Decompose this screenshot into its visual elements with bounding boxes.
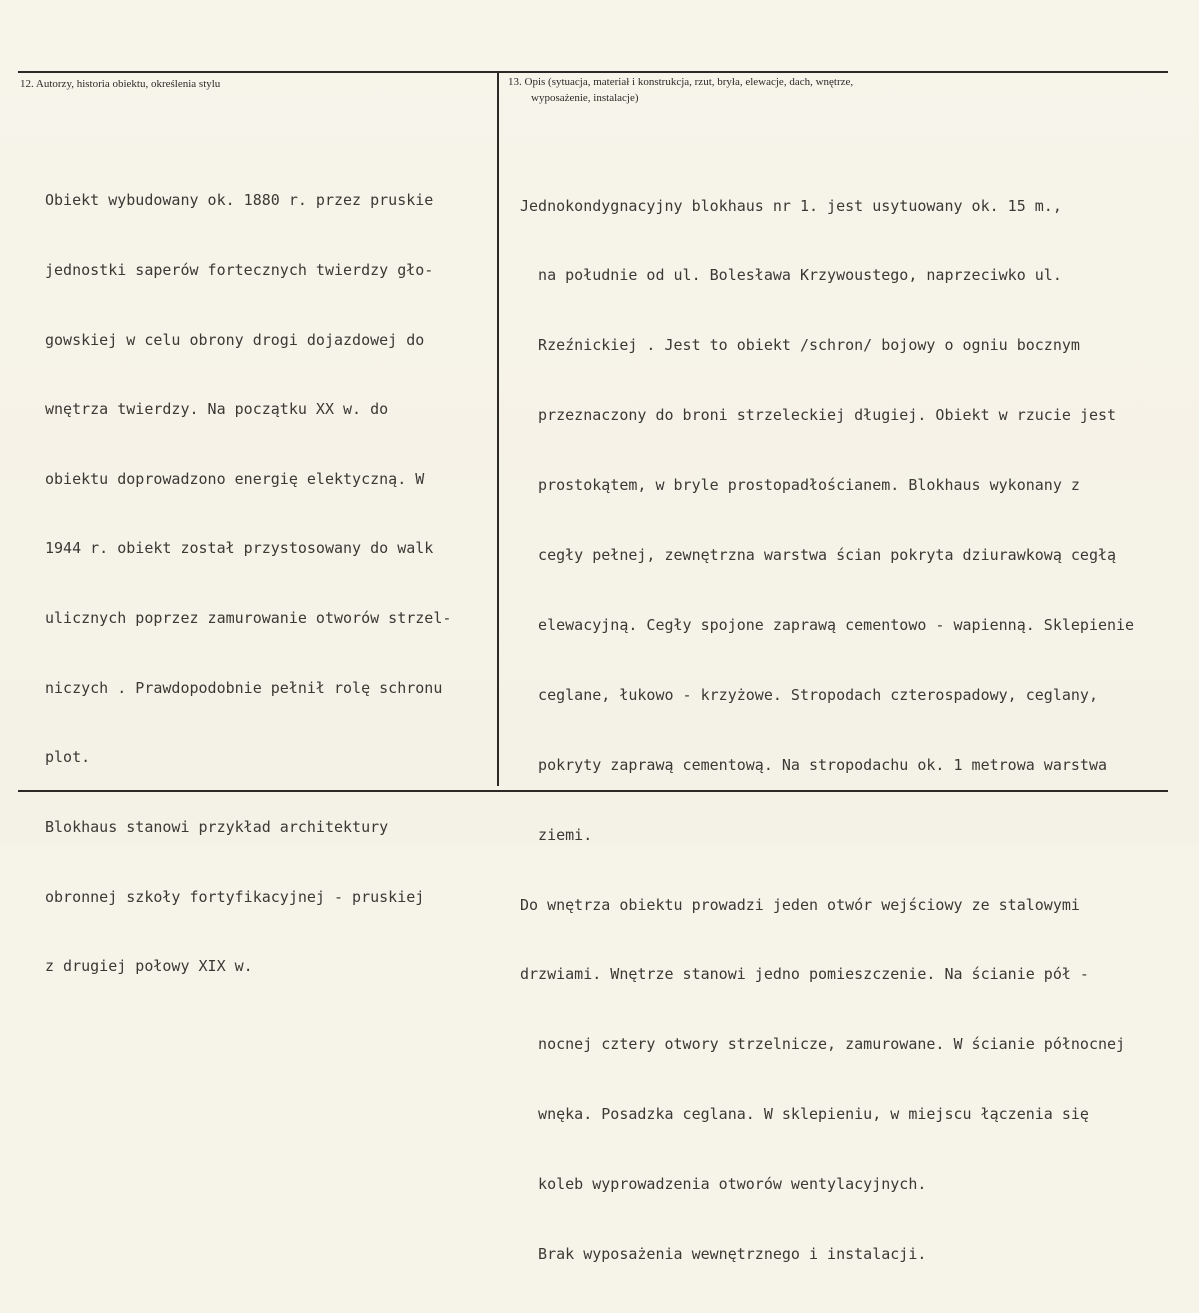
description-line: Do wnętrza obiektu prowadzi jeden otwór wejściowy ze stalowymi bbox=[520, 895, 1080, 914]
description-line: cegły pełnej, zewnętrzna warstwa ścian pokryta dziurawkową cegłą bbox=[520, 546, 1117, 565]
description-line: prostokątem, w bryle prostopadłościanem. Blokhaus wykonany z bbox=[520, 476, 1080, 495]
history-line: gowskiej w celu obrony drogi dojazdowej do bbox=[45, 330, 425, 349]
field-13-label-line-1: 13. Opis (sytuacja, materiał i konstrukcja, rzut, bryła, elewacje, dach, wnętrze, bbox=[508, 76, 854, 88]
description-line: na południe od ul. Bolesława Krzywoustego, naprzeciwko ul. bbox=[520, 266, 1062, 285]
description-line: Rzeźnickiej . Jest to obiekt /schron/ bojowy o ogniu bocznym bbox=[520, 336, 1080, 355]
history-line: Blokhaus stanowi przykład architektury bbox=[45, 817, 389, 836]
description-text bbox=[520, 148, 1134, 1313]
history-line: obronnej szkoły fortyfikacyjnej - pruskiej bbox=[45, 887, 425, 906]
history-line: jednostki saperów fortecznych twierdzy gło- bbox=[45, 261, 434, 280]
description-line: elewacyjną. Cegły spojone zaprawą cementowo - wapienną. Sklepienie bbox=[520, 615, 1135, 634]
history-line: niczych . Prawdopodobnie pełnił rolę schronu bbox=[45, 678, 443, 697]
history-text bbox=[45, 143, 451, 1025]
history-line: z drugiej połowy XIX w. bbox=[45, 957, 253, 976]
top-rule bbox=[18, 71, 1168, 73]
description-line: pokryty zaprawą cementową. Na stropodachu ok. 1 metrowa warstwa bbox=[520, 755, 1107, 774]
history-line: obiektu doprowadzono energię elektyczną. W bbox=[45, 469, 425, 488]
description-line: ceglane, łukowo - krzyżowe. Stropodach czterospadowy, ceglany, bbox=[520, 685, 1098, 704]
description-line: wnęka. Posadzka ceglana. W sklepieniu, w miejscu łączenia się bbox=[520, 1105, 1089, 1124]
description-line: Jednokondygnacyjny blokhaus nr 1. jest usytuowany ok. 15 m., bbox=[520, 196, 1062, 215]
description-line: nocnej cztery otwory strzelnicze, zamurowane. W ścianie północnej bbox=[520, 1035, 1126, 1054]
history-line: 1944 r. obiekt został przystosowany do walk bbox=[45, 539, 434, 558]
description-line: koleb wyprowadzenia otworów wentylacyjnych. bbox=[520, 1175, 927, 1194]
field-13-label-line-2: wyposażenie, instalacje) bbox=[531, 92, 639, 104]
description-line: przeznaczony do broni strzeleckiej długiej. Obiekt w rzucie jest bbox=[520, 406, 1117, 425]
field-13-label bbox=[508, 74, 1108, 106]
description-line: Brak wyposażenia wewnętrznego i instalacji. bbox=[520, 1244, 927, 1263]
history-line: wnętrza twierdzy. Na początku XX w. do bbox=[45, 400, 389, 419]
history-line: Obiekt wybudowany ok. 1880 r. przez pruskie bbox=[45, 191, 434, 210]
history-line: ulicznych poprzez zamurowanie otworów strzel- bbox=[45, 609, 452, 628]
description-line: ziemi. bbox=[520, 825, 593, 844]
column-divider bbox=[497, 71, 499, 786]
history-line: plot. bbox=[45, 748, 91, 767]
field-12-label bbox=[20, 76, 490, 92]
description-line: drzwiami. Wnętrze stanowi jedno pomieszczenie. Na ścianie pół - bbox=[520, 965, 1089, 984]
field-12-label-text: 12. Autorzy, historia obiektu, określenia stylu bbox=[20, 78, 221, 90]
